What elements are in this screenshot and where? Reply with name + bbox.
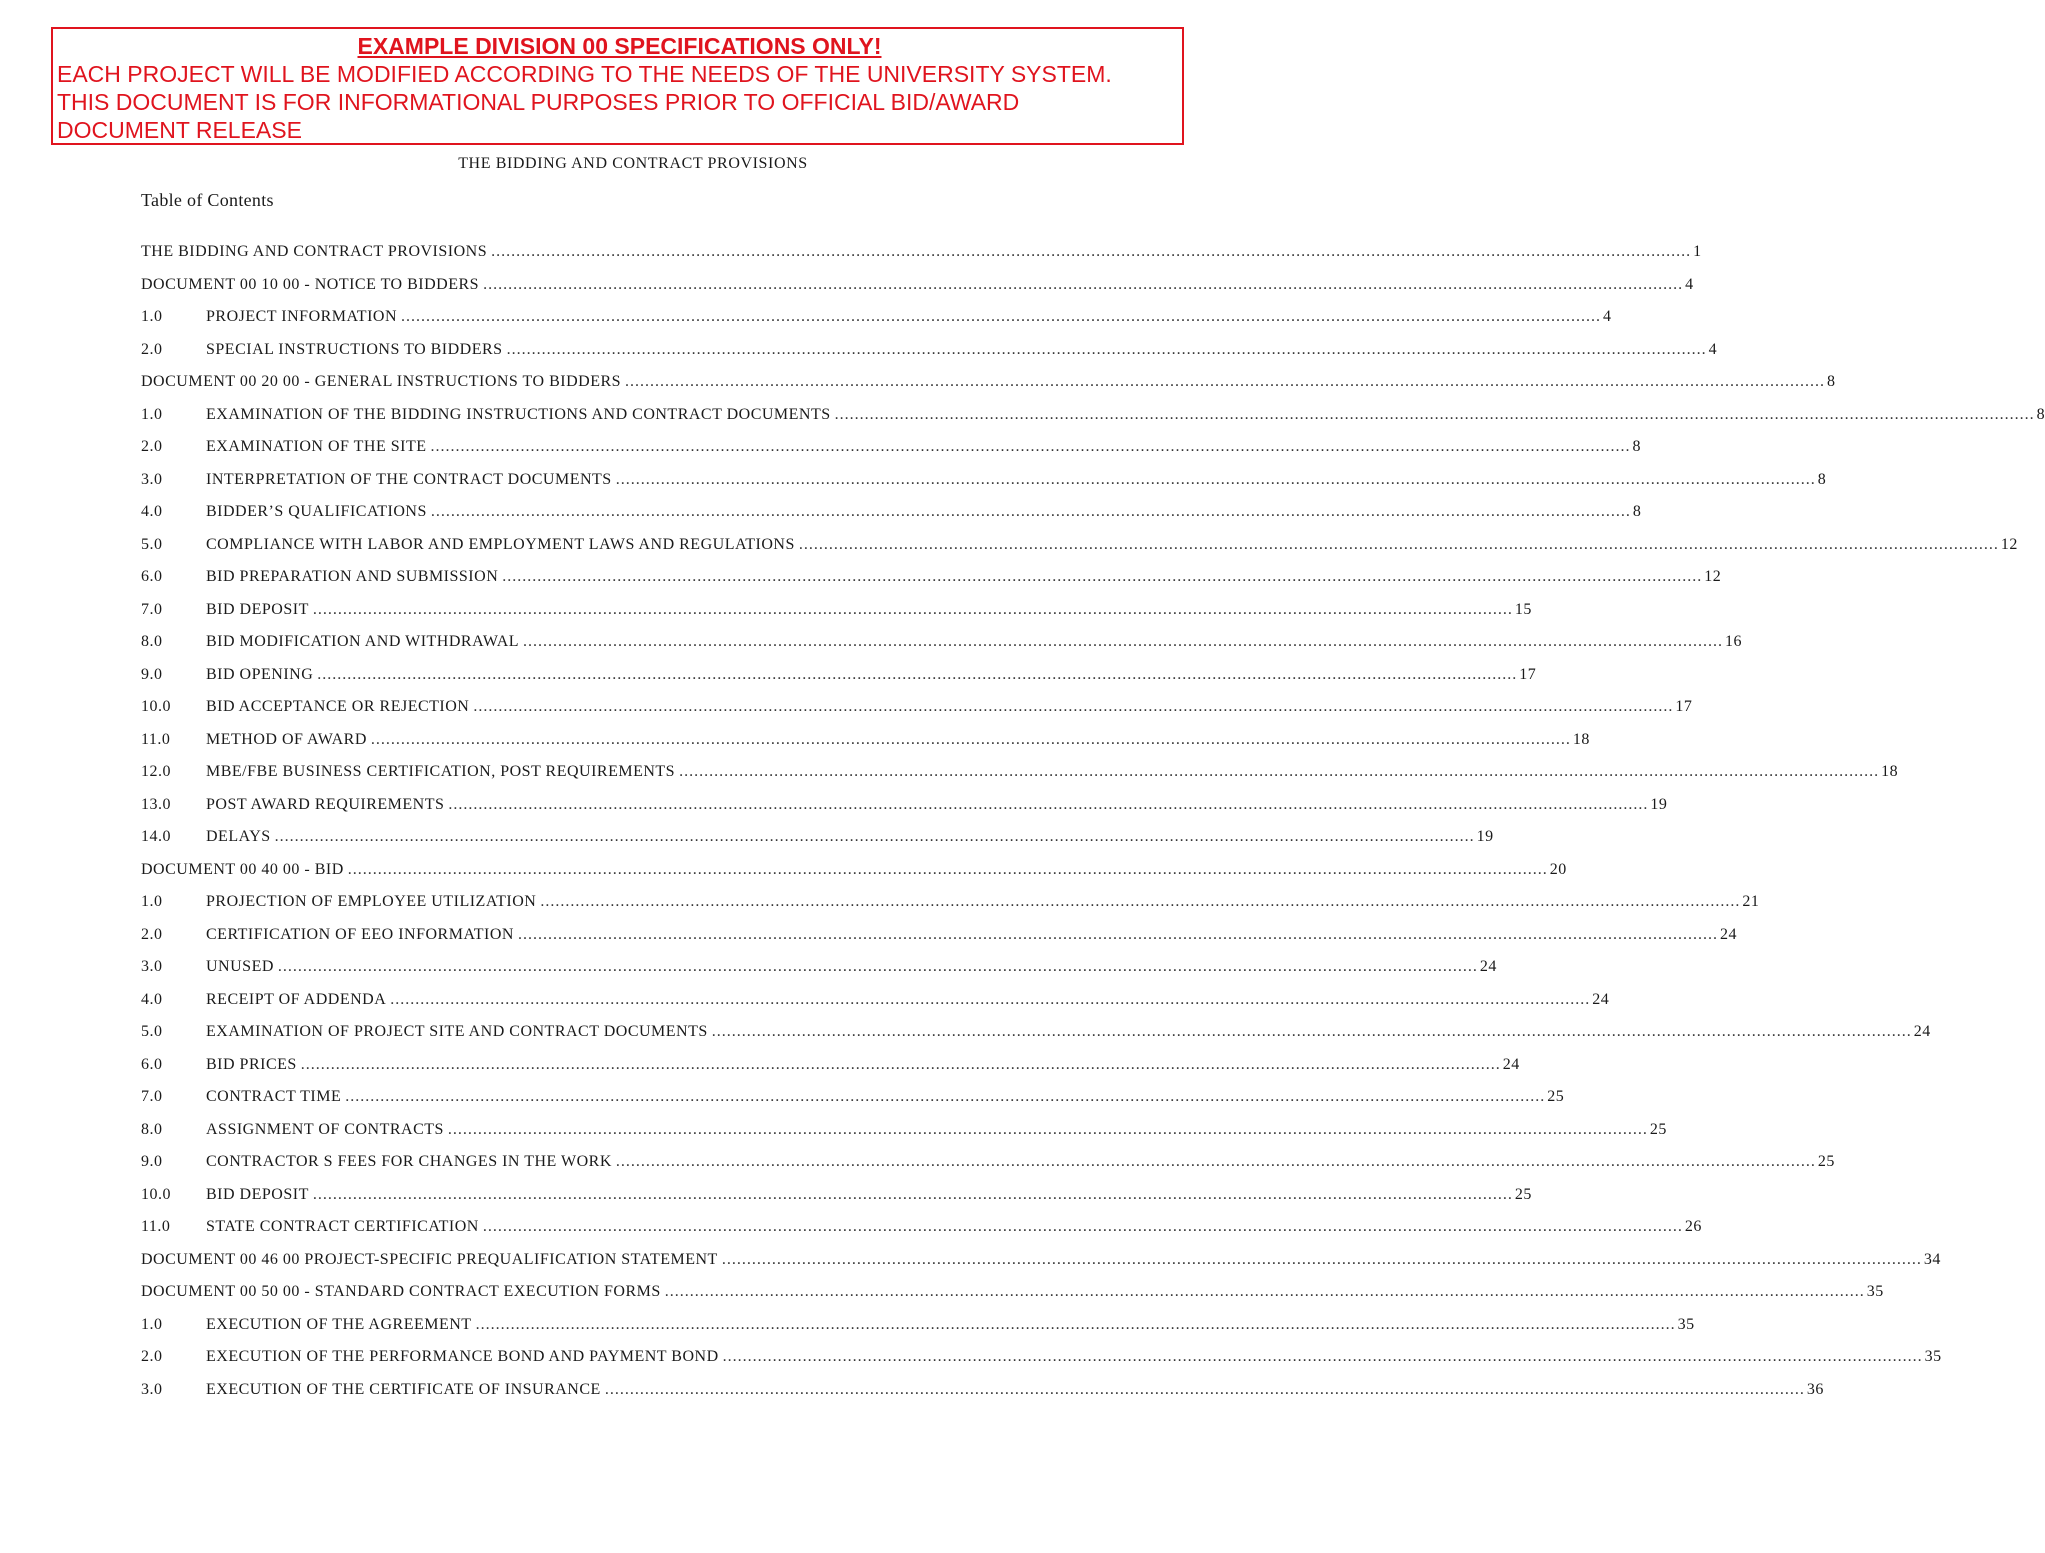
toc-entry[interactable] <box>141 665 1537 699</box>
toc-entry-page: 25 <box>1817 1153 1835 1170</box>
dot-leader <box>483 1218 1683 1236</box>
toc-entry-number: 11.0 <box>141 1218 171 1235</box>
toc-entry[interactable] <box>141 893 1760 926</box>
toc-entry-title: DOCUMENT 00 10 00 - NOTICE TO BIDDERS <box>141 275 480 293</box>
toc-entry[interactable] <box>141 990 1610 1024</box>
toc-entry-page: 17 <box>1519 665 1537 683</box>
toc-entry-page: 19 <box>1476 828 1494 845</box>
toc-entry-title: CONTRACTOR S FEES FOR CHANGES IN THE WORK <box>206 1153 612 1170</box>
dot-leader <box>605 1381 1805 1399</box>
toc-entry[interactable] <box>141 1380 1824 1414</box>
toc-entry-title: THE BIDDING AND CONTRACT PROVISIONS <box>141 243 488 260</box>
toc-entry[interactable] <box>141 633 1743 666</box>
dot-leader <box>616 471 1816 489</box>
toc-entry-page: 4 <box>1708 340 1718 358</box>
toc-entry-page: 8 <box>2036 405 2045 423</box>
toc-entry-page: 16 <box>1725 633 1743 650</box>
toc-entry[interactable] <box>141 795 1668 829</box>
toc-entry-number: 2.0 <box>141 1348 163 1365</box>
toc-entry-title: EXECUTION OF THE CERTIFICATE OF INSURANCE <box>206 1380 601 1398</box>
toc-entry[interactable] <box>141 308 1612 341</box>
toc-entry-number: 7.0 <box>141 1088 163 1105</box>
toc-entry-title: EXAMINATION OF THE BIDDING INSTRUCTIONS AND CONTRACT DOCUMENTS <box>206 405 831 423</box>
toc-entry-title: STATE CONTRACT CERTIFICATION <box>206 1218 479 1235</box>
toc-entry-page: 19 <box>1650 795 1668 813</box>
toc-entry-page: 8 <box>1632 438 1642 455</box>
toc-entry[interactable] <box>141 1348 1942 1381</box>
toc-entry-page: 4 <box>1685 275 1694 293</box>
toc-entry-title: PROJECTION OF EMPLOYEE UTILIZATION <box>206 893 537 910</box>
toc-entry-number: 13.0 <box>141 795 171 813</box>
dot-leader <box>476 1316 1676 1334</box>
toc-entry[interactable] <box>141 1283 1884 1316</box>
disclaimer-line-1: EACH PROJECT WILL BE MODIFIED ACCORDING TO THE NEEDS OF THE UNIVERSITY SYSTEM. <box>57 61 1112 87</box>
dot-leader <box>301 1056 1501 1074</box>
dot-leader <box>448 1121 1648 1139</box>
toc-entry[interactable] <box>141 503 1642 536</box>
toc-entry[interactable] <box>141 373 1836 406</box>
toc-entry-title: CERTIFICATION OF EEO INFORMATION <box>206 925 514 943</box>
toc-entry-page: 18 <box>1572 730 1590 748</box>
toc-entry-title: DOCUMENT 00 40 00 - BID <box>141 860 344 878</box>
dot-leader <box>348 861 1548 879</box>
toc-entry-title: BID DEPOSIT <box>206 1185 309 1203</box>
dot-leader <box>275 828 1475 846</box>
dot-leader <box>390 991 1590 1009</box>
toc-entry-title: BID DEPOSIT <box>206 600 309 618</box>
dot-leader <box>616 1153 1816 1171</box>
toc-entry-page: 8 <box>1827 373 1836 390</box>
dot-leader <box>345 1088 1545 1106</box>
toc-entry-number: 1.0 <box>141 405 163 423</box>
toc-entry-page: 25 <box>1649 1120 1667 1138</box>
toc-entry[interactable] <box>141 470 1827 504</box>
toc-entry-title: DOCUMENT 00 20 00 - GENERAL INSTRUCTIONS TO BIDDERS <box>141 373 622 390</box>
toc-entry-number: 14.0 <box>141 828 171 845</box>
toc-entry-page: 18 <box>1881 763 1899 780</box>
disclaimer-box <box>51 27 1184 145</box>
toc-entry[interactable] <box>141 535 2018 569</box>
toc-entry-title: EXAMINATION OF PROJECT SITE AND CONTRACT DOCUMENTS <box>206 1023 708 1040</box>
toc-entry-title: RECEIPT OF ADDENDA <box>206 990 387 1008</box>
toc-entry-title: EXAMINATION OF THE SITE <box>206 438 427 455</box>
toc-entry-title: DOCUMENT 00 50 00 - STANDARD CONTRACT EXECUTION FORMS <box>141 1283 661 1300</box>
toc-entry-page: 1 <box>1693 243 1702 260</box>
disclaimer-line-2: THIS DOCUMENT IS FOR INFORMATIONAL PURPOSES PRIOR TO OFFICIAL BID/AWARD <box>57 89 1020 115</box>
toc-entry[interactable] <box>141 438 1642 471</box>
dot-leader <box>401 308 1601 326</box>
dot-leader <box>723 1348 1923 1366</box>
toc-entry-title: ASSIGNMENT OF CONTRACTS <box>206 1120 444 1138</box>
toc-entry-page: 12 <box>1704 568 1722 585</box>
toc-entry-title: BID OPENING <box>206 665 314 683</box>
toc-entry-number: 9.0 <box>141 1153 163 1170</box>
toc-entry-page: 36 <box>1806 1380 1824 1398</box>
toc-entry-page: 24 <box>1592 990 1610 1008</box>
toc-entry[interactable] <box>141 730 1590 764</box>
toc-entry-title: PROJECT INFORMATION <box>206 308 398 325</box>
toc-entry[interactable] <box>141 1218 1702 1251</box>
toc-entry-title: BID MODIFICATION AND WITHDRAWAL <box>206 633 520 650</box>
toc-entry-page: 20 <box>1549 860 1567 878</box>
toc-entry-page: 26 <box>1684 1218 1702 1235</box>
dot-leader <box>507 341 1707 359</box>
toc-entry-title: CONTRACT TIME <box>206 1088 342 1105</box>
toc-entry[interactable] <box>141 1055 1520 1089</box>
toc-entry-title: INTERPRETATION OF THE CONTRACT DOCUMENTS <box>206 470 612 488</box>
toc-heading: Table of Contents <box>141 190 274 210</box>
toc-entry[interactable] <box>141 405 2045 439</box>
toc-entry-page: 17 <box>1675 698 1693 715</box>
toc-entry-title: METHOD OF AWARD <box>206 730 367 748</box>
toc-entry-title: BID PREPARATION AND SUBMISSION <box>206 568 499 585</box>
toc-entry-title: UNUSED <box>206 958 274 975</box>
toc-entry-page: 15 <box>1514 600 1532 618</box>
toc-entry[interactable] <box>141 1153 1835 1186</box>
toc-entry-title: EXECUTION OF THE AGREEMENT <box>206 1315 472 1333</box>
toc-entry-number: 6.0 <box>141 568 163 585</box>
toc-entry[interactable] <box>141 568 1722 601</box>
toc-entry-page: 8 <box>1632 503 1642 520</box>
toc-entry[interactable] <box>141 1120 1667 1154</box>
toc-entry-number: 1.0 <box>141 1315 163 1333</box>
dot-leader <box>473 698 1673 716</box>
toc-entry[interactable] <box>141 958 1497 991</box>
toc-entry-title: MBE/FBE BUSINESS CERTIFICATION, POST REQUIREMENTS <box>206 763 676 780</box>
toc-entry-page: 34 <box>1923 1250 1941 1268</box>
toc-entry-number: 8.0 <box>141 1120 163 1138</box>
toc-entry-number: 8.0 <box>141 633 163 650</box>
toc-entry-title: POST AWARD REQUIREMENTS <box>206 795 445 813</box>
toc-entry-page: 24 <box>1502 1055 1520 1073</box>
toc-entry[interactable] <box>141 1250 1941 1284</box>
toc-entry-title: DELAYS <box>206 828 271 845</box>
toc-entry-number: 1.0 <box>141 308 163 325</box>
dot-leader <box>483 276 1683 294</box>
toc-entry-page: 12 <box>2000 535 2018 553</box>
toc-entry-number: 7.0 <box>141 600 163 618</box>
toc-entry-number: 10.0 <box>141 1185 171 1203</box>
toc-entry-number: 9.0 <box>141 665 163 683</box>
toc-entry-number: 5.0 <box>141 535 163 553</box>
dot-leader <box>665 1283 1865 1301</box>
dot-leader <box>371 731 1571 749</box>
dot-leader <box>523 633 1723 651</box>
toc-entry-page: 35 <box>1677 1315 1695 1333</box>
toc-entry-page: 35 <box>1866 1283 1884 1300</box>
toc-entry[interactable] <box>141 340 1718 374</box>
dot-leader <box>712 1023 1912 1041</box>
toc-entry[interactable] <box>141 1315 1695 1349</box>
dot-leader <box>431 438 1631 456</box>
toc-entry[interactable] <box>141 925 1737 959</box>
dot-leader <box>540 893 1740 911</box>
toc-entry-number: 2.0 <box>141 438 163 455</box>
dot-leader <box>278 958 1478 976</box>
disclaimer-heading: EXAMPLE DIVISION 00 SPECIFICATIONS ONLY! <box>357 33 882 59</box>
toc-entry-page: 25 <box>1547 1088 1565 1105</box>
toc-entry-title: BID ACCEPTANCE OR REJECTION <box>206 698 470 715</box>
toc-entry[interactable] <box>141 275 1694 309</box>
toc-entry[interactable] <box>141 698 1693 731</box>
dot-leader <box>317 666 1517 684</box>
toc-entry-number: 4.0 <box>141 990 163 1008</box>
disclaimer-line-3: DOCUMENT RELEASE <box>57 117 302 143</box>
dot-leader <box>313 601 1513 619</box>
dot-leader <box>448 796 1648 814</box>
dot-leader <box>835 406 2035 424</box>
dot-leader <box>625 373 1825 391</box>
toc-entry-title: SPECIAL INSTRUCTIONS TO BIDDERS <box>206 340 503 358</box>
toc-entry-number: 3.0 <box>141 1380 163 1398</box>
toc-entry-title: COMPLIANCE WITH LABOR AND EMPLOYMENT LAWS AND REGULATIONS <box>206 535 795 553</box>
toc-entry[interactable] <box>141 600 1532 634</box>
dot-leader <box>313 1186 1513 1204</box>
toc-entry-title: BID PRICES <box>206 1055 297 1073</box>
document-title: THE BIDDING AND CONTRACT PROVISIONS <box>458 155 808 172</box>
toc-entry-page: 35 <box>1924 1348 1942 1365</box>
toc-entry-number: 5.0 <box>141 1023 163 1040</box>
dot-leader <box>799 536 1999 554</box>
table-of-contents <box>141 243 2045 1413</box>
toc-entry[interactable] <box>141 1185 1532 1219</box>
toc-entry-page: 8 <box>1817 470 1827 488</box>
dot-leader <box>491 243 1691 261</box>
toc-entry-page: 24 <box>1719 925 1737 943</box>
toc-entry-number: 6.0 <box>141 1055 163 1073</box>
toc-entry-page: 24 <box>1913 1023 1931 1040</box>
dot-leader <box>722 1251 1922 1269</box>
toc-entry-number: 1.0 <box>141 893 163 910</box>
toc-entry-title: BIDDER’S QUALIFICATIONS <box>206 503 427 520</box>
dot-leader <box>518 926 1718 944</box>
toc-entry[interactable] <box>141 243 1702 276</box>
toc-entry-page: 25 <box>1514 1185 1532 1203</box>
toc-entry-page: 24 <box>1479 958 1497 975</box>
toc-entry-number: 12.0 <box>141 763 171 780</box>
toc-entry[interactable] <box>141 860 1567 894</box>
toc-entry-number: 2.0 <box>141 340 163 358</box>
toc-entry[interactable] <box>141 1088 1565 1121</box>
toc-entry-number: 3.0 <box>141 470 163 488</box>
dot-leader <box>431 503 1631 521</box>
dot-leader <box>679 763 1879 781</box>
toc-entry[interactable] <box>141 763 1899 796</box>
toc-entry[interactable] <box>141 1023 1931 1056</box>
dot-leader <box>502 568 1702 586</box>
toc-entry-number: 2.0 <box>141 925 163 943</box>
toc-entry-page: 21 <box>1742 893 1760 910</box>
toc-entry-title: DOCUMENT 00 46 00 PROJECT-SPECIFIC PREQUALIFICATION STATEMENT <box>141 1250 718 1268</box>
toc-entry-number: 10.0 <box>141 698 171 715</box>
toc-entry-title: EXECUTION OF THE PERFORMANCE BOND AND PAYMENT BOND <box>206 1348 719 1365</box>
toc-entry-page: 4 <box>1603 308 1612 325</box>
toc-entry-number: 3.0 <box>141 958 163 975</box>
toc-entry-number: 4.0 <box>141 503 163 520</box>
toc-entry[interactable] <box>141 828 1494 861</box>
toc-entry-number: 11.0 <box>141 730 171 748</box>
